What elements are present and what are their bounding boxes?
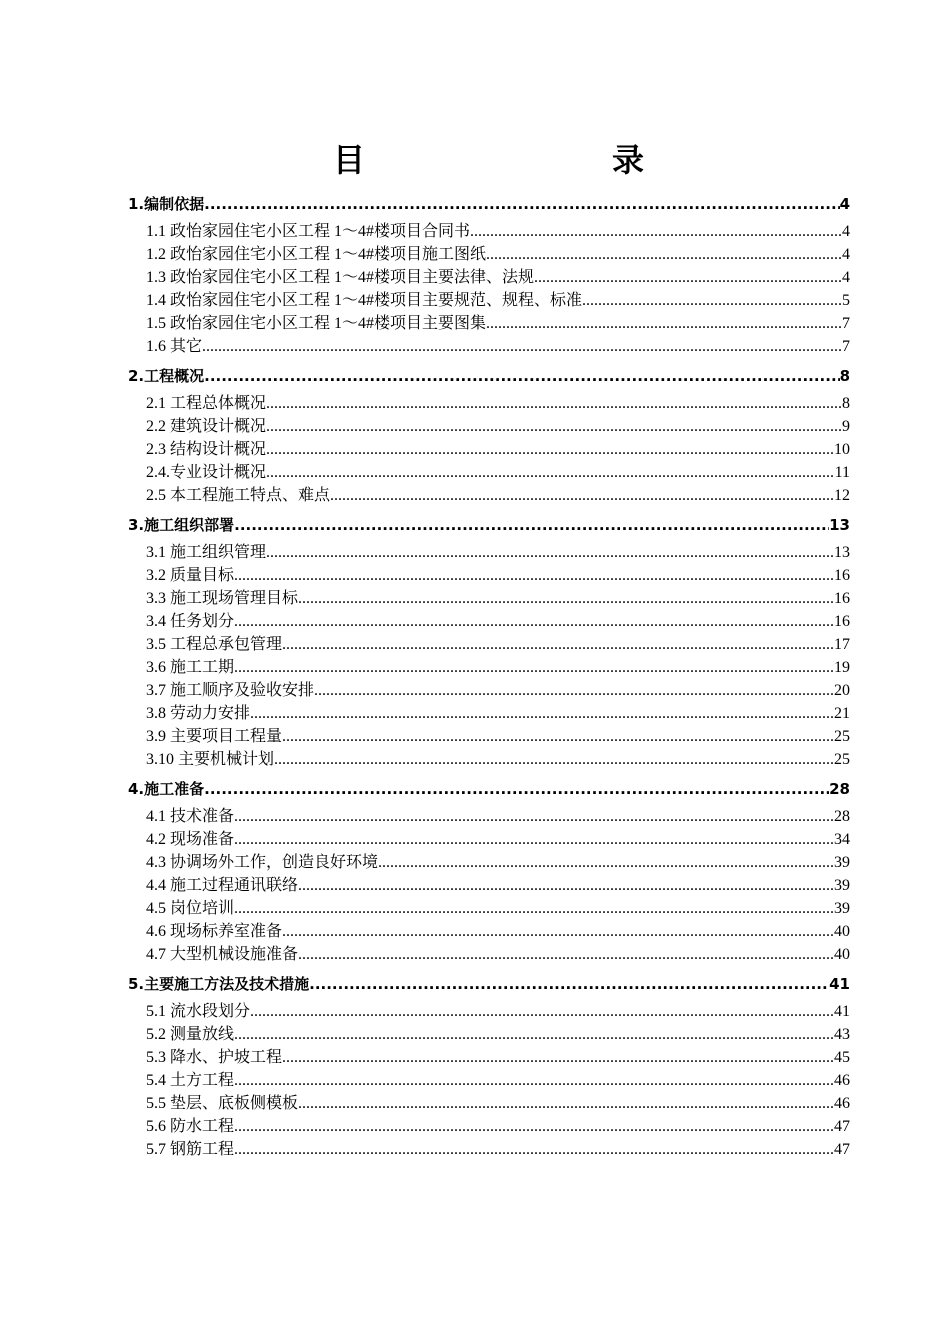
toc-entry-level2[interactable] <box>146 289 850 312</box>
toc-entry-label: 3.6 施工工期 <box>146 659 235 676</box>
toc-entry-label: 2.4.专业设计概况 <box>146 464 267 481</box>
dot-leader <box>266 438 834 461</box>
toc-entry-label: 5.2 测量放线 <box>146 1026 235 1043</box>
toc-entry-page-number: 21 <box>834 705 850 722</box>
dot-leader <box>582 289 842 312</box>
toc-entry-label: 1.4 政怡家园住宅小区工程 1～4#楼项目主要规范、规程、标准 <box>146 292 583 309</box>
toc-entry-page-number: 7 <box>842 315 850 332</box>
toc-entry-level2[interactable] <box>146 851 850 874</box>
dot-leader <box>314 679 834 702</box>
toc-entry-page-number: 25 <box>834 728 850 745</box>
toc-entry-page-number: 13 <box>829 516 850 534</box>
toc-entry-page-number: 25 <box>834 751 850 768</box>
toc-entry-label: 4.施工准备 <box>128 780 205 798</box>
toc-entry-level1[interactable] <box>128 972 850 996</box>
toc-entry-label: 1.5 政怡家园住宅小区工程 1～4#楼项目主要图集 <box>146 315 487 332</box>
toc-entry-label: 3.10 主要机械计划 <box>146 751 275 768</box>
toc-entry-label: 3.2 质量目标 <box>146 567 235 584</box>
toc-entry-page-number: 17 <box>834 636 850 653</box>
toc-entry-level1[interactable] <box>128 192 850 216</box>
toc-entry-level1[interactable] <box>128 513 850 537</box>
toc-entry-label: 5.主要施工方法及技术措施 <box>128 975 310 993</box>
toc-entry-label: 4.5 岗位培训 <box>146 900 235 917</box>
toc-entry-page-number: 16 <box>834 567 850 584</box>
toc-entry-label: 4.4 施工过程通讯联络 <box>146 877 299 894</box>
toc-entry-page-number: 4 <box>842 269 850 286</box>
toc-entry-page-number: 4 <box>842 223 850 240</box>
toc-title-char-1: 目 <box>333 141 366 179</box>
toc-entry-level2[interactable] <box>146 897 850 920</box>
toc-entry-level2[interactable] <box>146 920 850 943</box>
toc-entry-label: 3.8 劳动力安排 <box>146 705 251 722</box>
toc-entry-level2[interactable] <box>146 828 850 851</box>
toc-entry-label: 2.2 建筑设计概况 <box>146 418 267 435</box>
toc-entry-page-number: 5 <box>842 292 850 309</box>
toc-entry-page-number: 8 <box>839 367 850 385</box>
toc-entry-page-number: 11 <box>834 464 850 481</box>
dot-leader <box>204 777 829 801</box>
toc-entry-label: 3.4 任务划分 <box>146 613 235 630</box>
toc-entry-label: 2.工程概况 <box>128 367 205 385</box>
dot-leader <box>298 943 834 966</box>
toc-entry-level2[interactable] <box>146 874 850 897</box>
dot-leader <box>298 874 834 897</box>
toc-entry-label: 5.3 降水、护坡工程 <box>146 1049 283 1066</box>
toc-entry-page-number: 40 <box>834 923 850 940</box>
toc-section <box>0 364 950 507</box>
toc-entry-label: 5.5 垫层、底板侧模板 <box>146 1095 299 1112</box>
toc-entry-page-number: 45 <box>834 1049 850 1066</box>
toc-entry-level2[interactable] <box>146 312 850 335</box>
toc-entry-page-number: 4 <box>842 246 850 263</box>
toc-entry-page-number: 9 <box>842 418 850 435</box>
dot-leader <box>204 364 839 388</box>
toc-entry-level2[interactable] <box>146 748 850 771</box>
toc-entry-level2[interactable] <box>146 220 850 243</box>
toc-entry-label: 1.2 政怡家园住宅小区工程 1～4#楼项目施工图纸 <box>146 246 487 263</box>
toc-entry-level2[interactable] <box>146 461 850 484</box>
toc-entry-page-number: 10 <box>834 441 850 458</box>
dot-leader <box>282 920 834 943</box>
toc-entry-page-number: 28 <box>834 808 850 825</box>
toc-entry-page-number: 13 <box>834 544 850 561</box>
toc-entry-label: 1.编制依据 <box>128 195 205 213</box>
toc-entry-page-number: 41 <box>829 975 850 993</box>
toc-entry-page-number: 12 <box>834 487 850 504</box>
toc-entry-page-number: 46 <box>834 1072 850 1089</box>
dot-leader <box>234 897 834 920</box>
toc-entry-label: 4.7 大型机械设施准备 <box>146 946 299 963</box>
toc-entry-level2[interactable] <box>146 266 850 289</box>
toc-entry-page-number: 47 <box>834 1118 850 1135</box>
toc-entry-page-number: 20 <box>834 682 850 699</box>
toc-entry-page-number: 39 <box>834 854 850 871</box>
dot-leader <box>204 192 839 216</box>
dot-leader <box>282 633 834 656</box>
toc-entry-level2[interactable] <box>146 243 850 266</box>
toc-entry-page-number: 41 <box>834 1003 850 1020</box>
toc-entry-label: 3.7 施工顺序及验收安排 <box>146 682 315 699</box>
toc-entry-page-number: 46 <box>834 1095 850 1112</box>
toc-entry-level2[interactable] <box>146 725 850 748</box>
toc-entry-page-number: 7 <box>842 338 850 355</box>
toc-entry-label: 5.1 流水段划分 <box>146 1003 251 1020</box>
table-of-contents <box>0 186 950 1161</box>
dot-leader <box>486 243 842 266</box>
dot-leader <box>234 805 834 828</box>
toc-entry-level2[interactable] <box>146 805 850 828</box>
toc-entry-level2[interactable] <box>146 610 850 633</box>
toc-entry-page-number: 34 <box>834 831 850 848</box>
toc-section <box>0 192 950 358</box>
dot-leader <box>298 587 834 610</box>
dot-leader <box>266 415 842 438</box>
toc-section <box>0 513 950 771</box>
dot-leader <box>234 610 834 633</box>
toc-entry-level2[interactable] <box>146 415 850 438</box>
dot-leader <box>266 392 842 415</box>
dot-leader <box>250 1000 834 1023</box>
toc-entry-level2[interactable] <box>146 564 850 587</box>
dot-leader <box>309 972 829 996</box>
dot-leader <box>282 725 834 748</box>
dot-leader <box>234 1023 834 1046</box>
toc-entry-label: 5.7 钢筋工程 <box>146 1141 235 1158</box>
toc-entry-level2[interactable] <box>146 484 850 507</box>
toc-entry-level2[interactable] <box>146 587 850 610</box>
toc-entry-page-number: 28 <box>829 780 850 798</box>
dot-leader <box>378 851 834 874</box>
toc-entry-label: 3.1 施工组织管理 <box>146 544 267 561</box>
toc-entry-label: 1.6 其它 <box>146 338 203 355</box>
toc-entry-level2[interactable] <box>146 633 850 656</box>
dot-leader <box>274 748 834 771</box>
toc-entry-page-number: 8 <box>842 395 850 412</box>
toc-entry-page-number: 19 <box>834 659 850 676</box>
toc-entry-label: 3.施工组织部署 <box>128 516 235 534</box>
toc-entry-label: 5.6 防水工程 <box>146 1118 235 1135</box>
toc-entry-level2[interactable] <box>146 679 850 702</box>
toc-entry-label: 4.3 协调场外工作，创造良好环境 <box>146 854 379 871</box>
toc-entry-level1[interactable] <box>128 364 850 388</box>
toc-entry-level2[interactable] <box>146 392 850 415</box>
toc-title-char-2: 录 <box>612 141 645 179</box>
toc-entry-level2[interactable] <box>146 1069 850 1092</box>
toc-entry-level2[interactable] <box>146 1023 850 1046</box>
dot-leader <box>298 1092 834 1115</box>
toc-entry-page-number: 39 <box>834 877 850 894</box>
toc-entry-level2[interactable] <box>146 1092 850 1115</box>
toc-entry-page-number: 16 <box>834 590 850 607</box>
toc-entry-level2[interactable] <box>146 541 850 564</box>
dot-leader <box>534 266 842 289</box>
toc-entry-page-number: 39 <box>834 900 850 917</box>
dot-leader <box>330 484 834 507</box>
toc-title <box>0 138 950 182</box>
toc-entry-page-number: 47 <box>834 1141 850 1158</box>
toc-entry-label: 3.3 施工现场管理目标 <box>146 590 299 607</box>
toc-section <box>0 777 950 966</box>
toc-entry-level2[interactable] <box>146 1000 850 1023</box>
toc-entry-label: 2.1 工程总体概况 <box>146 395 267 412</box>
toc-entry-label: 5.4 土方工程 <box>146 1072 235 1089</box>
dot-leader <box>470 220 842 243</box>
toc-entry-level2[interactable] <box>146 1115 850 1138</box>
dot-leader <box>266 461 835 484</box>
toc-entry-level2[interactable] <box>146 702 850 725</box>
dot-leader <box>234 1069 834 1092</box>
dot-leader <box>282 1046 834 1069</box>
dot-leader <box>234 1138 834 1161</box>
toc-entry-level2[interactable] <box>146 1138 850 1161</box>
toc-entry-label: 2.3 结构设计概况 <box>146 441 267 458</box>
dot-leader <box>266 541 834 564</box>
toc-entry-label: 4.2 现场准备 <box>146 831 235 848</box>
toc-entry-level2[interactable] <box>146 438 850 461</box>
dot-leader <box>234 656 834 679</box>
toc-section <box>0 972 950 1161</box>
toc-entry-page-number: 40 <box>834 946 850 963</box>
toc-entry-level2[interactable] <box>146 335 850 358</box>
dot-leader <box>486 312 842 335</box>
dot-leader <box>234 513 829 537</box>
toc-entry-label: 4.6 现场标养室准备 <box>146 923 283 940</box>
toc-entry-label: 1.1 政怡家园住宅小区工程 1～4#楼项目合同书 <box>146 223 471 240</box>
toc-entry-page-number: 4 <box>839 195 850 213</box>
toc-entry-page-number: 16 <box>834 613 850 630</box>
toc-entry-level2[interactable] <box>146 943 850 966</box>
dot-leader <box>202 335 842 358</box>
dot-leader <box>250 702 834 725</box>
toc-entry-label: 2.5 本工程施工特点、难点 <box>146 487 331 504</box>
toc-entry-label: 3.5 工程总承包管理 <box>146 636 283 653</box>
toc-entry-label: 1.3 政怡家园住宅小区工程 1～4#楼项目主要法律、法规 <box>146 269 535 286</box>
toc-entry-page-number: 43 <box>834 1026 850 1043</box>
toc-entry-label: 4.1 技术准备 <box>146 808 235 825</box>
toc-entry-level1[interactable] <box>128 777 850 801</box>
dot-leader <box>234 1115 834 1138</box>
dot-leader <box>234 564 834 587</box>
toc-entry-level2[interactable] <box>146 1046 850 1069</box>
toc-entry-label: 3.9 主要项目工程量 <box>146 728 283 745</box>
toc-entry-level2[interactable] <box>146 656 850 679</box>
dot-leader <box>234 828 834 851</box>
